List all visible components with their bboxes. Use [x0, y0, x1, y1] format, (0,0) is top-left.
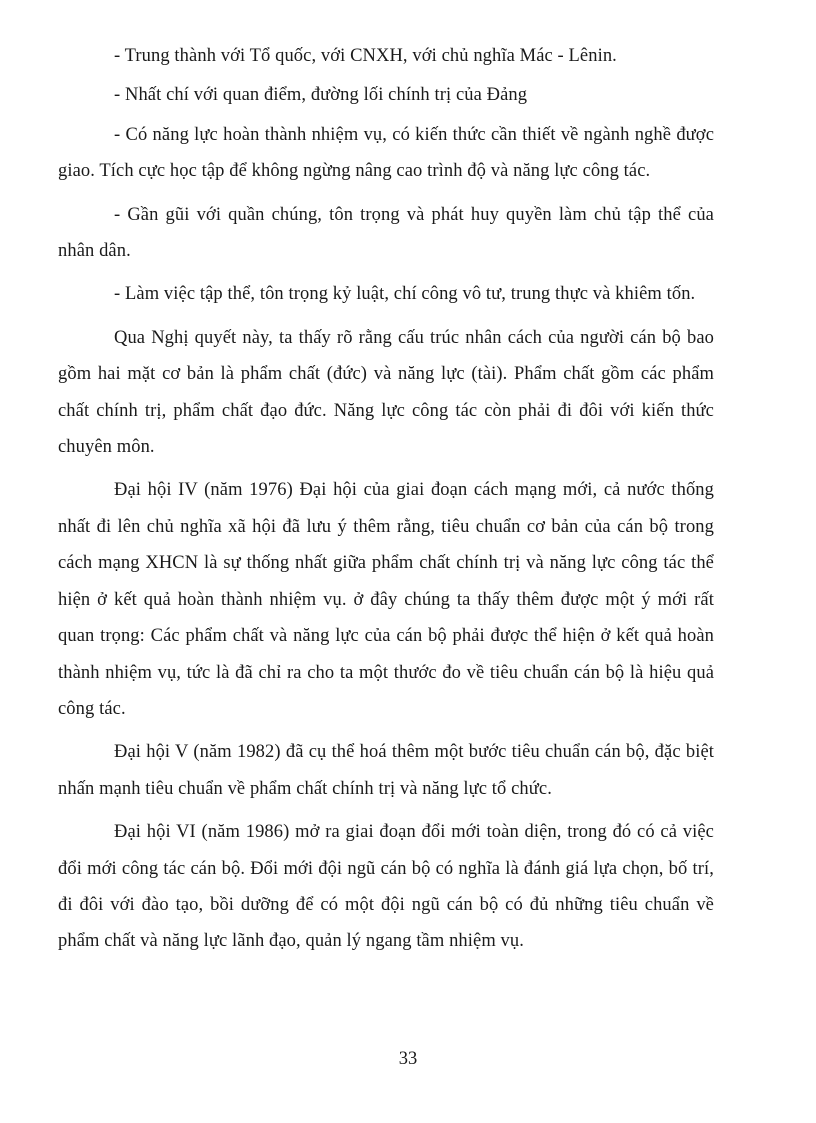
page-number: 33 [398, 1049, 418, 1069]
paragraph-6: Qua Nghị quyết này, ta thấy rõ rằng cấu trúc nhân cách của người cán bộ bao gồm hai mặt cơ bản là phẩm chất (đức) và năng lực (tài). Phẩm chất gồm các phẩm chất chính trị, phẩm chất đạo đức. Năng lực công tác còn phải đi đôi với kiến thức chuyên môn. [58, 327, 714, 458]
page-body [58, 38, 714, 967]
paragraph-4: - Gần gũi với quần chúng, tôn trọng và phát huy quyền làm chủ tập thể của nhân dân. [58, 204, 714, 262]
paragraph-2: - Nhất chí với quan điểm, đường lối chính trị của Đảng [114, 85, 528, 106]
paragraph-3: - Có năng lực hoàn thành nhiệm vụ, có kiến thức cần thiết về ngành nghề được giao. Tích cực học tập để không ngừng nâng cao trình độ và năng lực công tác. [58, 124, 714, 182]
paragraph-7: Đại hội IV (năm 1976) Đại hội của giai đoạn cách mạng mới, cả nước thống nhất đi lên chủ nghĩa xã hội đã lưu ý thêm rằng, tiêu chuẩn cơ bản của cán bộ trong cách mạng XHCN là sự thống nhất giữa phẩm chất chính trị và năng lực công tác thể hiện ở kết quả hoàn thành nhiệm vụ. ở đây chúng ta thấy thêm được một ý mới rất quan trọng: Các phẩm chất và năng lực của cán bộ phải được thể hiện ở kết quả hoàn thành nhiệm vụ, tức là đã chỉ ra cho ta một thước đo về tiêu chuẩn cán bộ là hiệu quả công tác. [58, 480, 714, 719]
paragraph-9: Đại hội VI (năm 1986) mở ra giai đoạn đổi mới toàn diện, trong đó có cả việc đổi mới công tác cán bộ. Đổi mới đội ngũ cán bộ có nghĩa là đánh giá lựa chọn, bố trí, đi đôi với đào tạo, bồi dưỡng để có một đội ngũ cán bộ có đủ những tiêu chuẩn về phẩm chất và năng lực lãnh đạo, quản lý ngang tầm nhiệm vụ. [58, 822, 714, 952]
paragraph-1: - Trung thành với Tổ quốc, với CNXH, với chủ nghĩa Mác - Lênin. [114, 46, 617, 66]
paragraph-5: - Làm việc tập thể, tôn trọng kỷ luật, chí công vô tư, trung thực và khiêm tốn. [114, 284, 696, 305]
paragraph-8: Đại hội V (năm 1982) đã cụ thể hoá thêm một bước tiêu chuẩn cán bộ, đặc biệt nhấn mạnh tiêu chuẩn về phẩm chất chính trị và năng lực tổ chức. [58, 742, 714, 799]
